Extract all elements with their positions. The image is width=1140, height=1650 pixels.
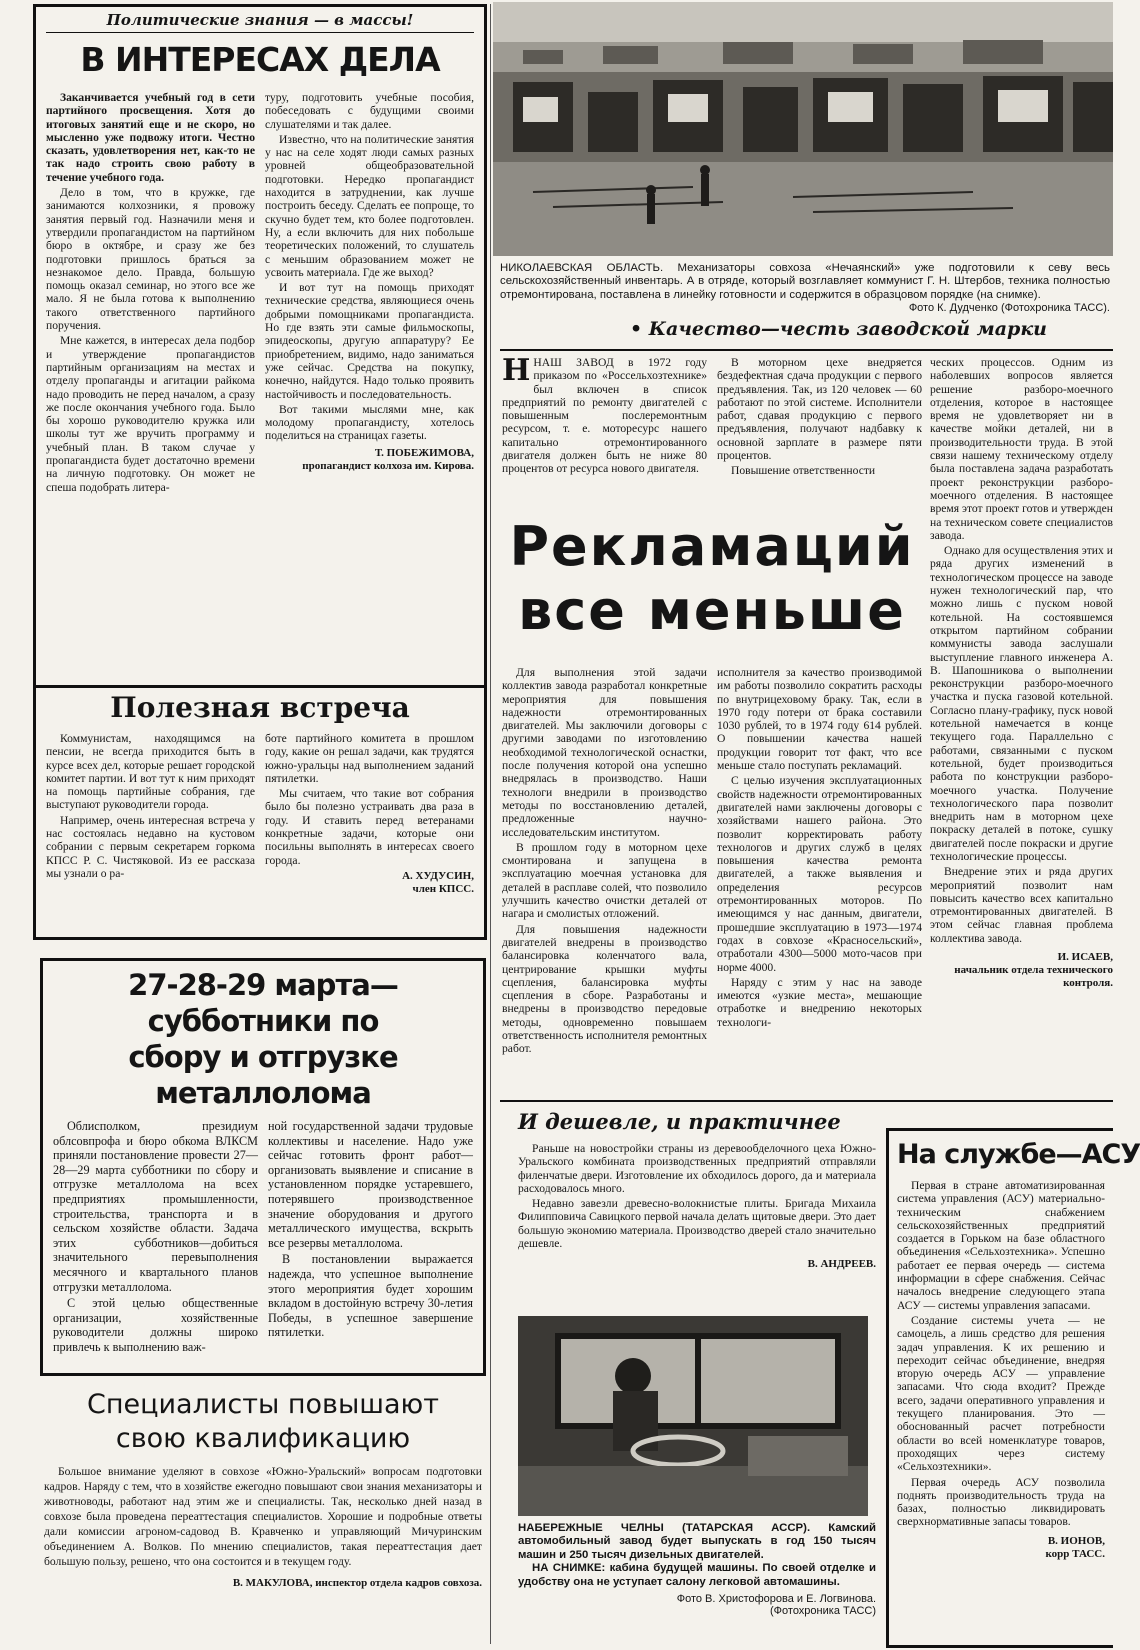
paragraph: Наряду с этим у нас на заводе имеются «узкие места», мешающие отработке и внедрению некоторых технологи-	[717, 975, 922, 1029]
paragraph: Первая в стране автоматизированная система управления (АСУ) материально-техническим снабжением сельскохозяйственных предприятий создается в Горьком на базе областного объединения «Сельхозтехника». Успешно работает ее первая очередь — система информации в сфере снабжения. Сейчас началось внедрение следующего этапа АСУ — системы управления запасами.	[897, 1179, 1105, 1312]
paragraph: В моторном цехе внедряется бездефектная сдача продукции с первого предъявления. Так, из 120 человек — 60 работают по этой системе. Исполнители работ, сдавая продукцию с первого предъявления, получают надбавку к основной зарплате в размере пяти процентов.	[717, 356, 922, 463]
paragraph: С этой целью общественные организации, хозяйственные руководители должны широко привлечь к выполнению важ-	[53, 1296, 258, 1354]
politics-col-1	[46, 91, 255, 496]
paragraph: Облисполком, президиум облсовпрофа и бюро обкома ВЛКСМ приняли постановление провести 27—28—29 марта субботники по сбору и отгрузке металлолома на всех предприятиях промышленности, строительства, транспорта и в сельском хозяйстве области. Задача этих субботников—добиться значительного перевыполнения месячного и квартального планов отгрузки металлолома.	[53, 1119, 258, 1294]
asu-author-title: корр ТАСС.	[1045, 1547, 1105, 1560]
paragraph: ческих процессов. Одним из наболевших вопросов является решение разборо-моечного отделения, которое в настоящее время не удовлетворяет ни в качестве мойки деталей, ни в производительности труда. В этой связи нашему техническому отделу была поставлена задача разработать проект реконструкции разборо-моечного отделения. В настоящее время этот проект готов и утвержден на техническом совете специалистов завода.	[930, 356, 1113, 542]
paragraph: Однако для осуществления этих и ряда других изменений в технологическом процессе на заводе нужен технологический пар, что можно лишь с пуском новой котельной. На состоявшемся открытом партийном собрании коммунисты завода заслушали выступление главного инженера А. В. Шапошникова о выполнении реконструкции разборо-моечного участка и пуска газовой котельной. Согласно плану-графику, пуск новой котельной намечается в конце текущего года. Параллельно с работами, связанными с пуском котельной, будет производиться работа по конструкции разборо-моечного участка. Получение технологического пара позволит внедрить нам в моторном цехе покраску деталей в потоке, сушку двигателей после покраски и другие технологические процессы.	[930, 544, 1113, 863]
paragraph: боте партийного комитета в прошлом году, какие он решал задачи, как трудятся южно-уральцы над выполнением заданий пятилетки.	[265, 732, 474, 785]
article-asu	[886, 1128, 1140, 1648]
paragraph: Повышение ответственности	[731, 464, 876, 478]
quality-top-rule	[500, 349, 1113, 351]
paragraph: Создание системы учета — не самоцель, а лишь средство для решения задач управления. К их решению и переходит сейчас объединение, внедряя вторую очередь АСУ — управление запасами. Что сюда входит? Прежде всего, задачи оперативного управления и текущего планирования. Это — обоснованный расчет потребности области во всей номенклатуре товаров, проходящих через систему «Сельхозтехники».	[897, 1313, 1105, 1474]
specialists-headline-1: Специалисты повышают	[87, 1389, 439, 1420]
article-politics	[33, 4, 487, 688]
photo-machinery-yard	[493, 2, 1113, 256]
paragraph: Для повышения надежности двигателей внедрены в производство балансировка коленчатого вала, центрирование крышки муфты сцепления, балансировка муфты сцепления в сборе. Разработаны и внедрены в производство передовые методы, одновременно повышаем ответственность исполнителя ремонтных работ.	[502, 922, 707, 1056]
quality-headline	[502, 515, 922, 655]
paragraph: И вот тут на помощь приходят технические средства, являющиеся очень добрыми помощниками пропагандиста. Но где взять эти самые фильмоскопы, эпидеоскопы, другую аппаратуру? Ее приобретением, видимо, надо заниматься уже сейчас. Средства на покупку, конечно, найдутся. Надо только проявить настойчивость и последовательность.	[265, 281, 474, 401]
paragraph: Вот такими мыслями мне, как молодому пропагандисту, хотелось поделиться на страницах газеты.	[265, 402, 474, 443]
photo-truck-caption-block	[518, 1522, 876, 1648]
photo-truck-image	[518, 1316, 868, 1516]
paragraph: Дело в том, что в кружке, где занимаются колхозники, я провожу занятия первый год. Назначили меня и утвердили пропагандистом на партийном бюро в октябре, и сразу же без подготовки пришлось браться за незнакомое дело. Правда, большую помощь оказал семинар, но этого все же мало. Я не была готова к выполнению такого ответственного партийного поручения.	[46, 186, 255, 333]
photo-machinery-image	[493, 2, 1113, 256]
photo-top-credit: Фото К. Дудченко (Фотохроника ТАСС).	[908, 302, 1110, 315]
paragraph	[502, 353, 707, 476]
meeting-col-1	[46, 732, 255, 896]
photo-top-caption-block	[500, 262, 1110, 317]
paragraph: туру, подготовить учебные пособия, побеседовать с будущими своими слушателями и так далее.	[265, 91, 474, 131]
paragraph: ной государственной задачи трудовые коллективы и население. Надо уже сейчас готовить фронт работ—организовать выявление и списание в установленном порядке устаревшего, потерявшего производственное значение оборудования и другого металлического имущества, вскрыть все резервы металлолома.	[268, 1119, 473, 1250]
quality-bottom-rule	[500, 1100, 1113, 1102]
photo-truck-caption-2: НА СНИМКЕ: кабина будущей машины. По своей отделке и удобству она не уступает салону легковой автомашины.	[518, 1562, 876, 1588]
quality-rubric-text: • Качество—честь заводской марки	[630, 318, 1047, 340]
quality-headline-1: Рекламаций	[509, 515, 915, 578]
quality-body-col-1	[502, 666, 707, 1058]
photo-truck-caption-1: НАБЕРЕЖНЫЕ ЧЕЛНЫ (ТАТАРСКАЯ АССР). Камский автомобильный завод будет выпускать в год 150 тысяч машин и 250 тысяч дизельных двигателей.	[518, 1522, 876, 1561]
paragraph: Первая очередь АСУ позволила поднять производительность труда на базах, полностью ликвидировать сверхнормативные запасы товаров.	[897, 1475, 1105, 1529]
politics-rubric: Политические знания — в массы!	[46, 11, 474, 33]
quality-col-3	[930, 356, 1113, 1096]
cheaper-author: В. АНДРЕЕВ.	[807, 1258, 876, 1271]
dropcap: Н	[502, 353, 531, 388]
article-specialists	[40, 1388, 486, 1648]
paragraph: С целью изучения эксплуатационных свойств надежности отремонтированных двигателей нами заключены договоры с хозяйствами нашего района. Это позволит корректировать работу технологов и других служб в целях повышения качества ремонта двигателей, а также выявления и определения ресурсов отремонтированных моторов. По имеющимся у нас данным, двигатели, прошедшие эксплуатацию в 1973—1974 годах в совхозе «Красносельский», отработали 4300—5000 мото-часов при норме 4000.	[717, 774, 922, 974]
paragraph: Например, очень интересная встреча у нас состоялась недавно на кустовом собрании с первым секретарем горкома КПСС Р. С. Чистяковой. Из ее рассказа мы узнали о ра-	[46, 813, 255, 880]
photo-top-caption: НИКОЛАЕВСКАЯ ОБЛАСТЬ. Механизаторы совхоза «Нечаянский» уже подготовили к севу весь сельскохозяйственный инвентарь. А в отряде, который возглавляет коммунист Г. Н. Штербов, техника полностью отремонтирована, поставлена в линейку готовности и содержится в образцовом порядке (на снимке).	[500, 262, 1110, 301]
quality-intro-text: НАШ ЗАВОД в 1972 году приказом по «Россельхозтехнике» был включен в список предприятий по ремонту двигателей с повышенным послеремонтным ресурсом, т. е. моторесурс нашего капитально отремонтированного двигателя должен быть не ниже 80 процентов от ресурса нового двигателя.	[502, 356, 707, 476]
paragraph: Известно, что на политические занятия у нас на селе ходят люди самых разных уровней общеобразовательной подготовки. Нередко пропагандист находится в затруднении, как лучше построить беседу. Сделать ее попроще, то скучно будет тем, кто более подготовлен. Ну, а если включить для них побольше теоретических положений, то слушатель с меньшим образованием может не усвоить материала. Где же выход?	[265, 132, 474, 279]
paragraph: Недавно завезли древесно-волокнистые плиты. Бригада Михаила Филипповича Савицкого первой начала делать щитовые двери. Это дает большую экономию материала. Производство дверей стало значительно дешевле.	[518, 1197, 876, 1251]
photo-truck-credit-1: Фото В. Христофорова и Е. Логвинова.	[676, 1593, 876, 1606]
paragraph: Внедрение этих и ряда других мероприятий позволит нам повысить качество всех капитально отремонтированных двигателей. В этом сейчас главная проблема коллектива завода.	[930, 865, 1113, 945]
paragraph: Мне кажется, в интересах дела подбор и утверждение пропагандистов партийным организациям на местах и отделу пропаганды и агитации райкома надо проводить не перед началом, а сразу же после окончания учебного года. Было бы хорошо руководителю кружка или школы тут же вручить программу и учебный план. В таком случае у пропагандиста будет достаточно времени на личную подготовку. Он может не спеша подобрать литера-	[46, 334, 255, 494]
article-cheaper	[518, 1108, 876, 1308]
quality-intro-col-2	[717, 356, 922, 480]
paragraph: Раньше на новостройки страны из деревообделочного цеха Южно-Уральского комбината производственных предприятий отправляли филенчатые двери. Изготовление их обходилось дорого, да и материала расходовалось много.	[518, 1142, 876, 1195]
page-column-rule	[490, 4, 491, 1644]
quality-rubric	[630, 318, 1112, 344]
asu-author: В. ИОНОВ,	[1047, 1534, 1105, 1547]
paragraph: В постановлении выражается надежда, что успешное выполнение этого мероприятия будет хорошим вкладом в достойную встречу 30-летия Победы, в успешное завершение пятилетки.	[268, 1252, 473, 1340]
subbotnik-col-1	[53, 1119, 258, 1357]
article-meeting	[33, 686, 487, 940]
politics-author: Т. ПОБЕЖИМОВА,	[374, 446, 474, 459]
paragraph: Большое внимание уделяют в совхозе «Южно-Уральский» вопросам подготовки кадров. Наряду с тем, что в хозяйстве ежегодно повышают свои знания механизаторы и животноводы, работают над этим же и специалисты. Так, несколько дней назад в совхозе была проведена переаттестация специалистов. Хорошие и подробные ответы дали комиссии агроном-садовод В. Кравченко и управляющий Мичуринским объединением А. Волков. По мнению специалистов, такая переаттестация дает большую пользу, решено, что она состоится и в текущем году.	[44, 1465, 482, 1568]
quality-intro	[502, 353, 922, 506]
meeting-col-2	[265, 732, 474, 896]
paragraph: Для выполнения этой задачи коллектив завода разработал конкретные мероприятия для повышения надежности отремонтированных двигателей. Мы заключили договоры с другими заводами по изготовлению необходимой технологической оснастки, после получения которой она успешно внедрялась в производство. Наши технологи внедрили в производство методы по восстановлению деталей, предложенные научно-исследовательским институтом.	[502, 666, 707, 839]
cheaper-headline: И дешевле, и практичнее	[518, 1109, 841, 1134]
quality-body	[502, 666, 922, 1096]
subbotnik-headline-2: сбору и отгрузке металлолома	[128, 1040, 398, 1110]
paragraph: исполнителя за качество производимой им работы позволило сократить расходы по внутрицеховому браку. Так, если в 1970 году потери от брака составили 1030 рублей, то в 1974 году 614 рублей. О повышении качества нашей продукции говорит тот факт, что все меньше стало поступать рекламаций.	[717, 666, 922, 773]
quality-body-col-2	[717, 666, 922, 1058]
paragraph: Мы считаем, что такие вот собрания было бы полезно устраивать два раза в году. И ставить перед ветеранами конкретные задачи, которые они посильны выполнять в интересах своего города.	[265, 787, 474, 867]
specialists-author: В. МАКУЛОВА, инспектор отдела кадров совхоза.	[232, 1577, 482, 1589]
specialists-headline-2: свою квалификацию	[115, 1423, 411, 1454]
paragraph: Коммунистам, находящимся на пенсии, не всегда приходится быть в курсе всех дел, которые решает городской комитет партии. И вот тут к ним приходят на помощь партийные собрания, где выступают руководители города.	[46, 732, 255, 812]
subbotnik-col-2	[268, 1119, 473, 1357]
politics-col-2	[265, 91, 474, 496]
quality-author: И. ИСАЕВ,	[1057, 951, 1113, 964]
meeting-author: А. ХУДУСИН,	[402, 869, 474, 882]
meeting-author-title: член КПСС.	[412, 882, 474, 895]
article-subbotnik	[40, 958, 486, 1376]
quality-intro-col-1	[502, 353, 707, 480]
paragraph: В прошлом году в моторном цехе смонтирована и запущена в эксплуатацию моечная установка для деталей в расплаве солей, что позволило улучшить качество очистки деталей от нагара и смолистых отложений.	[502, 840, 707, 921]
politics-author-title: пропагандист колхоза им. Кирова.	[302, 459, 474, 472]
photo-truck-cabin	[518, 1316, 868, 1516]
meeting-headline: Полезная встреча	[110, 691, 410, 724]
quality-author-title: начальник отдела технического контроля.	[954, 964, 1113, 990]
quality-headline-2: все меньше	[518, 579, 906, 642]
paragraph: Заканчивается учебный год в сети партийного просвещения. Хотя до итоговых занятий еще и не скоро, но мысленно уже подвожу итоги. Честно сказать, удовлетворения нет, как-то не так надо строить свою работу в течение учебного года.	[46, 91, 255, 184]
politics-headline: В ИНТЕРЕСАХ ДЕЛА	[80, 40, 440, 79]
asu-headline: На службе—АСУ	[897, 1139, 1140, 1170]
photo-truck-credit-2: (Фотохроника ТАСС)	[770, 1605, 876, 1618]
subbotnik-headline-1: 27-28-29 марта—субботники по	[128, 968, 398, 1038]
